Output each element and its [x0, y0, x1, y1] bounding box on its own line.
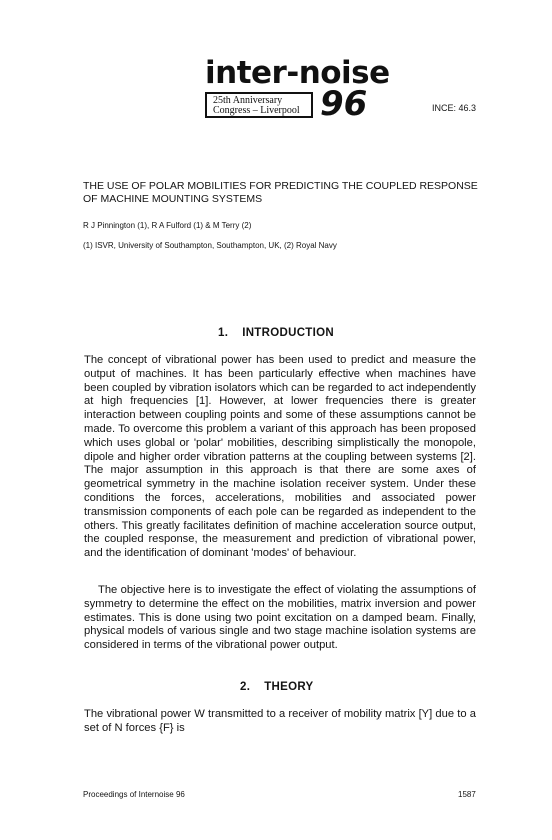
section-number: 1. — [218, 327, 229, 339]
section-title: THEORY — [264, 681, 314, 693]
anniversary-line-2: Congress – Liverpool — [213, 105, 300, 116]
logo-year: 96 — [320, 84, 368, 124]
paper-title: THE USE OF POLAR MOBILITIES FOR PREDICTING THE COUPLED RESPONSE OF MACHINE MOUNTING SYSTEMS — [83, 180, 478, 205]
paragraph: The concept of vibrational power has been used to predict and measure the output of machines. It has been particularly effective when machines have been coupled by vibration isolators which can be regarded to act independently at high frequencies [1]. However, at lower frequencies there is greater interaction between coupling points and some of these assumptions cannot be made. To overcome this problem a variant of this approach has been proposed which uses global or 'polar' mobilities, describing simplistically the monopole, dipole and higher order vibration patterns at the coupling between systems [2]. The major assumption in this approach is that there are some axes of geometrical symmetry in the machine isolation receiver system. Under these conditions the forces, accelerations, mobilities and associated power transmission components of each pole can be regarded as independent to the others. This greatly facilitates definition of machine acceleration source output, the coupled response, the measurement and prediction of vibrational power, and the identification of dominant 'modes' of behaviour. — [84, 354, 476, 560]
authors: R J Pinnington (1), R A Fulford (1) & M Terry (2) — [83, 221, 252, 230]
section-number: 2. — [240, 681, 251, 693]
section-heading-theory — [240, 681, 314, 693]
paragraph: The vibrational power W transmitted to a receiver of mobility matrix [Y] due to a set of N forces {F} is — [84, 708, 476, 734]
section-title: INTRODUCTION — [242, 327, 334, 339]
footer-proceedings: Proceedings of Internoise 96 — [83, 790, 185, 799]
conference-logo: inter-noise — [205, 55, 390, 91]
affiliations: (1) ISVR, University of Southampton, Southampton, UK, (2) Royal Navy — [83, 241, 337, 250]
paragraph: The objective here is to investigate the effect of violating the assumptions of symmetry to determine the effect on the mobilities, matrix inversion and power estimates. This is done using two point excitation on a damped beam. Finally, physical models of various single and two stage machine isolation systems are considered in terms of the vibrational power output. — [84, 584, 476, 652]
anniversary-line-1: 25th Anniversary — [213, 95, 283, 106]
ince-code: INCE: 46.3 — [432, 103, 477, 113]
anniversary-box — [205, 92, 313, 118]
section-heading-introduction — [218, 327, 334, 339]
page-number: 1587 — [458, 790, 476, 799]
